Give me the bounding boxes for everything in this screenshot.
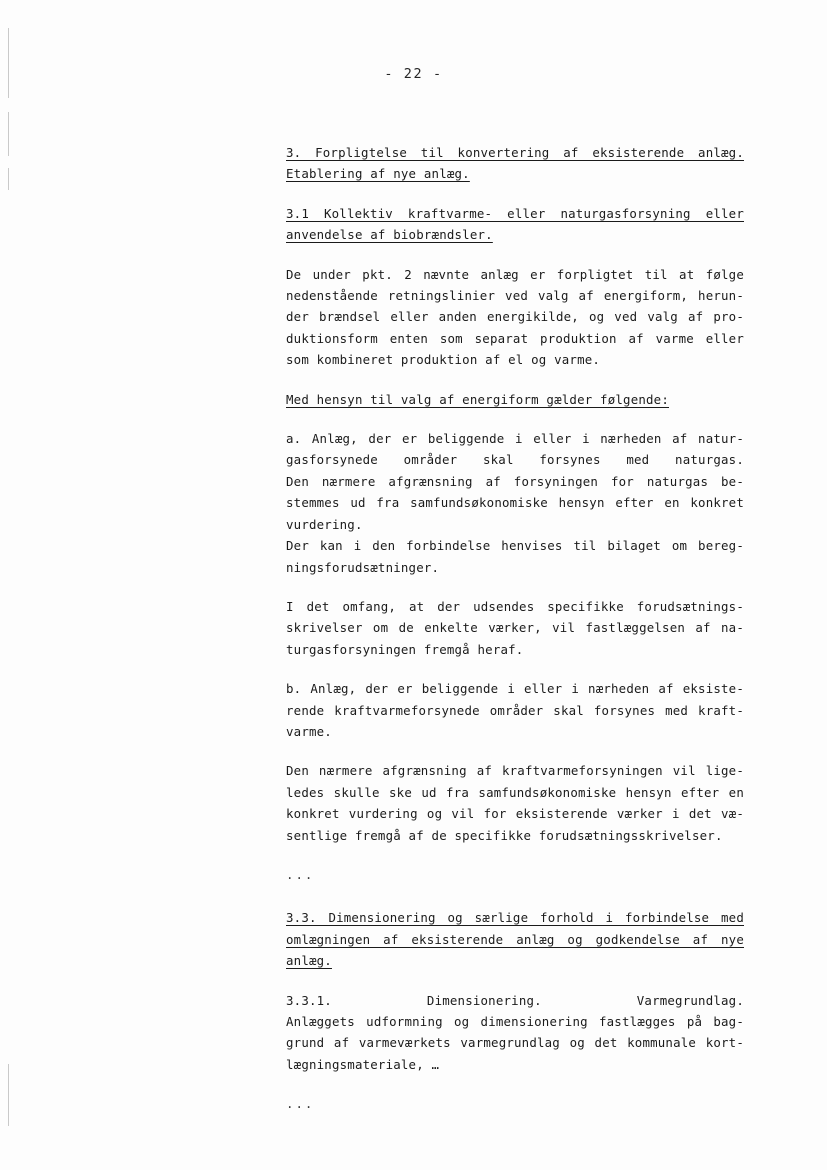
paragraph-omfang: [286, 596, 744, 660]
text-line: 3.1 Kollektiv kraftvarme- eller naturgasforsyning eller: [286, 205, 744, 221]
text-line: grund af varmeværkets varmegrundlag og det kommunale kort-: [286, 1035, 744, 1051]
text-line: rende kraftvarmeforsynede områder skal forsynes med kraft-: [286, 702, 744, 718]
scan-artifact: [8, 28, 9, 98]
text-line: Anlæggets udformning og dimensionering fastlægges på bag-: [286, 1014, 744, 1029]
scan-artifact: [8, 112, 9, 156]
text-line: Den nærmere afgrænsning af forsyningen for naturgas be-: [286, 473, 744, 489]
text-line: Den nærmere afgrænsning af kraftvarmeforsyningen vil lige-: [286, 763, 744, 779]
text-line: 3. Forpligtelse til konvertering af eksisterende anlæg.: [286, 145, 744, 160]
paragraph-item-a: [286, 428, 744, 578]
text-line: stemmes ud fra samfundsøkonomiske hensyn efter en konkret: [286, 495, 744, 511]
text-line: som kombineret produktion af el og varme.: [286, 352, 601, 368]
text-line: nedenstående retningslinier ved valg af energiform, herun-: [286, 288, 744, 304]
text-line: De under pkt. 2 nævnte anlæg er forpligtet til at følge: [286, 266, 744, 282]
text-line: der brændsel eller anden energikilde, og ved valg af pro-: [286, 309, 744, 325]
scan-artifact: [8, 1064, 9, 1126]
paragraph-afgraensning: [286, 760, 744, 846]
paragraph-item-b: [286, 678, 744, 742]
text-line: omlægningen af eksisterende anlæg og godkendelse af nye: [286, 931, 744, 947]
text-line: 3.3.1. Dimensionering. Varmegrundlag.: [286, 992, 744, 1008]
text-line: lægningsmateriale, …: [286, 1056, 440, 1072]
text-line: Med hensyn til valg af energiform gælder følgende:: [286, 391, 669, 407]
scan-artifact: [8, 168, 9, 190]
text-line: Der kan i den forbindelse henvises til bilaget om bereg-: [286, 538, 744, 554]
text-line: varme.: [286, 723, 332, 739]
text-line: a. Anlæg, der er beliggende i eller i nærheden af natur-: [286, 431, 744, 447]
page-number: - 22 -: [384, 66, 443, 82]
document-body: [286, 142, 744, 1137]
subheading-med-hensyn: [286, 389, 744, 410]
section-heading-3: [286, 142, 744, 185]
text-line: sentlige fremgå af de specifikke forudsætningsskrivelser.: [286, 827, 723, 843]
text-line: b. Anlæg, der er beliggende i eller i nærheden af eksiste-: [286, 681, 744, 697]
text-line: ledes skulle ske ud fra samfundsøkonomiske hensyn efter en: [286, 784, 744, 800]
ellipsis-marker: ...: [286, 866, 315, 882]
paragraph-retningslinier: [286, 264, 744, 371]
text-line: duktionsform enten som separat produktion af varme eller: [286, 330, 744, 346]
text-line: Etablering af nye anlæg.: [286, 166, 470, 182]
text-line: I det omfang, at der udsendes specifikke forudsætnings-: [286, 598, 744, 614]
text-line: gasforsynede områder skal forsynes med naturgas.: [286, 452, 744, 468]
ellipsis-marker: ...: [286, 1096, 315, 1112]
paragraph-3-3-1: [286, 990, 744, 1076]
text-line: skrivelser om de enkelte værker, vil fastlæggelsen af na-: [286, 620, 744, 636]
text-line: konkret vurdering og vil for eksisterende værker i det væ-: [286, 806, 744, 822]
section-heading-3-1: [286, 203, 744, 246]
spacer: [286, 885, 744, 907]
spacer: [286, 1115, 744, 1137]
section-heading-3-3: [286, 907, 744, 971]
text-line: anlæg.: [286, 953, 332, 969]
text-line: ningsforudsætninger.: [286, 559, 440, 575]
text-line: vurdering.: [286, 516, 363, 532]
text-line: anvendelse af biobrændsler.: [286, 227, 493, 243]
text-line: 3.3. Dimensionering og særlige forhold i forbindelse med: [286, 910, 744, 926]
text-line: turgasforsyningen fremgå heraf.: [286, 641, 524, 657]
